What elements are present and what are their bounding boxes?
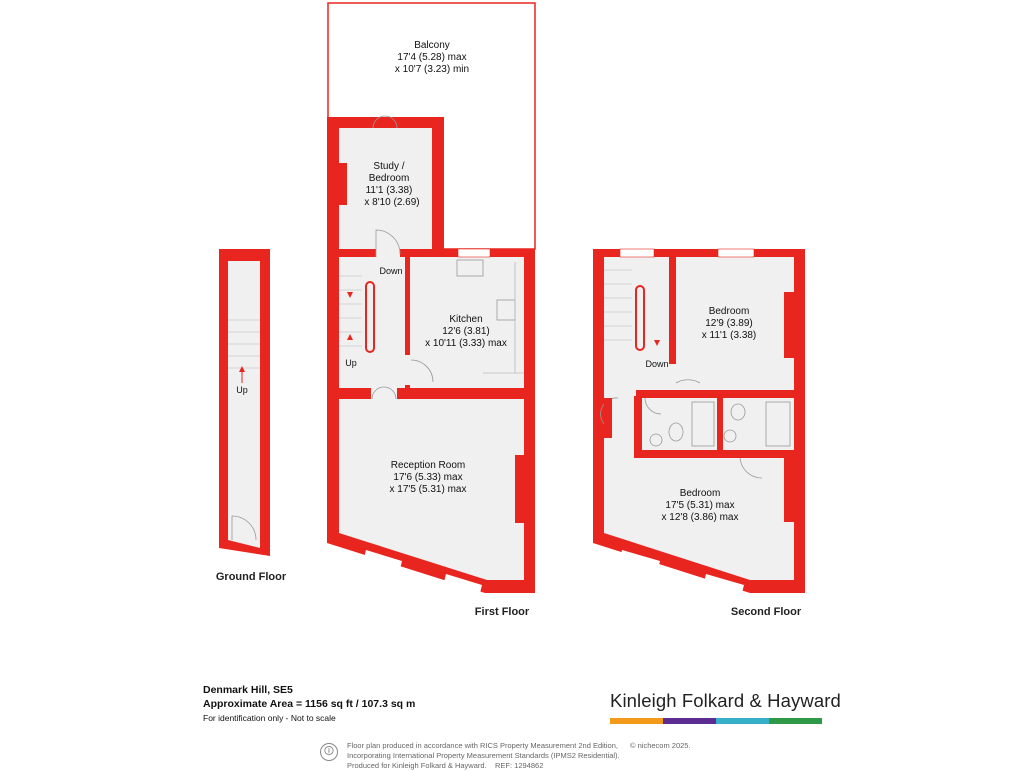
ground-stair-up-label: Up: [236, 385, 248, 395]
footer-text: [347, 741, 620, 771]
scale-note: For identification only - Not to scale: [203, 713, 336, 723]
first-floor-label: First Floor: [474, 606, 530, 618]
stair-hall-interior: [339, 257, 405, 388]
svg-text:Study /: Study /: [373, 161, 405, 172]
first-stair-up-label: Up: [345, 358, 357, 368]
brand-bar-purple: [663, 718, 716, 724]
ground-floor-label: Ground Floor: [215, 571, 287, 583]
second-stair-down-label: Down: [645, 359, 669, 369]
footer-ref: REF: 1294862: [495, 761, 544, 770]
upper-bedroom-chimney: [784, 292, 794, 358]
svg-text:Balcony: Balcony: [414, 40, 450, 51]
svg-text:11'1 (3.38): 11'1 (3.38): [365, 185, 413, 196]
svg-text:Bedroom: Bedroom: [679, 488, 721, 499]
reception-chimney: [515, 455, 525, 523]
svg-text:x 11'1 (3.38): x 11'1 (3.38): [701, 330, 757, 341]
svg-text:x 10'7 (3.23) min: x 10'7 (3.23) min: [394, 64, 470, 75]
svg-text:17'4 (5.28) max: 17'4 (5.28) max: [397, 52, 467, 63]
approximate-area: Approximate Area = 1156 sq ft / 107.3 sq m: [203, 698, 416, 710]
svg-text:x 17'5 (5.31) max: x 17'5 (5.31) max: [389, 484, 467, 495]
hall-kitchen-doorway: [405, 355, 411, 385]
reception-room-label: [390, 460, 467, 495]
svg-text:Reception Room: Reception Room: [390, 460, 466, 471]
brand-bar-orange: [610, 718, 663, 724]
first-stair-down-label: Down: [379, 266, 403, 276]
second-floor-plan: [593, 249, 805, 618]
landing-chimney: [604, 398, 612, 438]
study-doorway: [376, 249, 400, 258]
svg-text:Bedroom: Bedroom: [708, 306, 750, 317]
brand-logo-text: Kinleigh Folkard & Hayward: [610, 690, 841, 711]
svg-text:Bedroom: Bedroom: [368, 173, 410, 184]
property-address: Denmark Hill, SE5: [203, 684, 293, 696]
footer-line-2: Incorporating International Property Measurement Standards (IPMS2 Residential).: [347, 751, 620, 760]
second-stair-window: [620, 249, 654, 257]
footer-line-3: [347, 761, 620, 771]
first-floor-plan: [327, 3, 535, 618]
brand-bar-green: [769, 718, 822, 724]
ground-floor-interior: [228, 261, 260, 548]
footer-copyright: © nichecom 2025.: [630, 741, 691, 750]
accessibility-icon: 🛈: [320, 743, 338, 761]
svg-text:12'9 (3.89): 12'9 (3.89): [705, 318, 753, 329]
svg-text:x 12'8 (3.86) max: x 12'8 (3.86) max: [661, 512, 739, 523]
upper-bedroom-label: [702, 306, 757, 341]
bedroom-wall-gap: [604, 386, 636, 396]
second-floor-label: Second Floor: [730, 606, 802, 618]
svg-text:17'6 (5.33) max: 17'6 (5.33) max: [393, 472, 463, 483]
brand-color-bar: [610, 718, 822, 724]
ground-floor-plan: [216, 249, 287, 583]
footer-line-1: Floor plan produced in accordance with RICS Property Measurement 2nd Edition,: [347, 741, 618, 750]
hall-reception-doorway: [371, 388, 397, 400]
svg-text:17'5 (5.31) max: 17'5 (5.31) max: [665, 500, 735, 511]
svg-text:x 8'10 (2.69): x 8'10 (2.69): [364, 197, 420, 208]
svg-text:12'6 (3.81): 12'6 (3.81): [442, 326, 490, 337]
svg-text:x 10'11 (3.33) max: x 10'11 (3.33) max: [425, 338, 507, 349]
lower-bedroom-chimney: [784, 456, 794, 522]
kitchen-window: [458, 249, 490, 257]
footer-produced-for: Produced for Kinleigh Folkard & Hayward.: [347, 761, 487, 770]
brand-bar-teal: [716, 718, 769, 724]
upper-bedroom-window: [718, 249, 754, 257]
svg-text:Kitchen: Kitchen: [449, 314, 483, 325]
study-chimney: [339, 163, 347, 205]
property-info: [203, 683, 415, 725]
